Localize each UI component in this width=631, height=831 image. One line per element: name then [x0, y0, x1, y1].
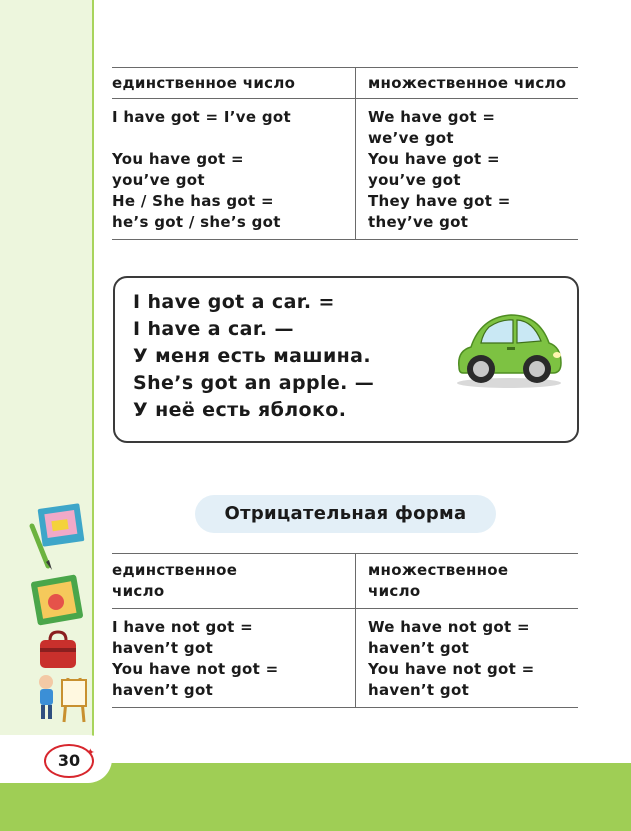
singular-line: he’s got / she’s got	[112, 213, 281, 231]
plural-line: haven’t got	[368, 639, 470, 657]
header-singular: единственное число	[112, 68, 356, 99]
header-line: единственное	[112, 561, 238, 579]
header-line: множественное	[368, 561, 509, 579]
header-plural	[356, 554, 579, 609]
singular-line: haven’t got	[112, 681, 214, 699]
singular-line: You have not got =	[112, 660, 279, 678]
margin-divider	[92, 0, 94, 760]
header-singular	[112, 554, 356, 609]
child-at-easel-icon	[30, 672, 90, 724]
plural-line: You have not got =	[368, 660, 535, 678]
plural-cell	[356, 99, 579, 240]
pencil-icon	[26, 522, 56, 572]
singular-line: I have got = I’ve got	[112, 108, 291, 126]
section-title-pill: Отрицательная форма	[195, 495, 496, 533]
car-icon	[453, 303, 565, 389]
example-line: У неё есть яблоко.	[133, 399, 347, 421]
fairy-tale-book-icon	[28, 572, 88, 628]
example-line: I have got a car. =	[133, 291, 335, 313]
plural-line: we’ve got	[368, 129, 454, 147]
plural-cell	[356, 609, 579, 708]
example-line: I have a car. —	[133, 318, 294, 340]
singular-line: I have not got =	[112, 618, 253, 636]
plural-line: you’ve got	[368, 171, 461, 189]
example-box	[113, 276, 579, 443]
affirmative-table	[112, 67, 578, 240]
page-number	[44, 744, 94, 778]
plural-line: haven’t got	[368, 681, 470, 699]
singular-cell	[112, 99, 356, 240]
example-line: У меня есть машина.	[133, 345, 372, 367]
header-line: число	[368, 582, 421, 600]
singular-line: He / She has got =	[112, 192, 274, 210]
singular-line: haven’t got	[112, 639, 214, 657]
singular-cell	[112, 609, 356, 708]
star-icon: ✦	[85, 746, 95, 759]
header-plural: множественное число	[356, 68, 579, 99]
negative-table	[112, 553, 578, 708]
school-bag-icon	[36, 630, 80, 670]
plural-line: they’ve got	[368, 213, 469, 231]
header-line: число	[112, 582, 165, 600]
singular-line-blank	[112, 128, 345, 149]
table-row	[112, 609, 578, 708]
plural-line: We have not got =	[368, 618, 530, 636]
table-row	[112, 99, 578, 240]
singular-line: You have got =	[112, 150, 244, 168]
page-number-text: 30	[57, 751, 81, 770]
singular-line: you’ve got	[112, 171, 205, 189]
table-header-row	[112, 554, 578, 609]
plural-line: We have got =	[368, 108, 496, 126]
example-line: She’s got an apple. —	[133, 372, 375, 394]
plural-line: You have got =	[368, 150, 500, 168]
table-header-row	[112, 68, 578, 99]
plural-line: They have got =	[368, 192, 511, 210]
